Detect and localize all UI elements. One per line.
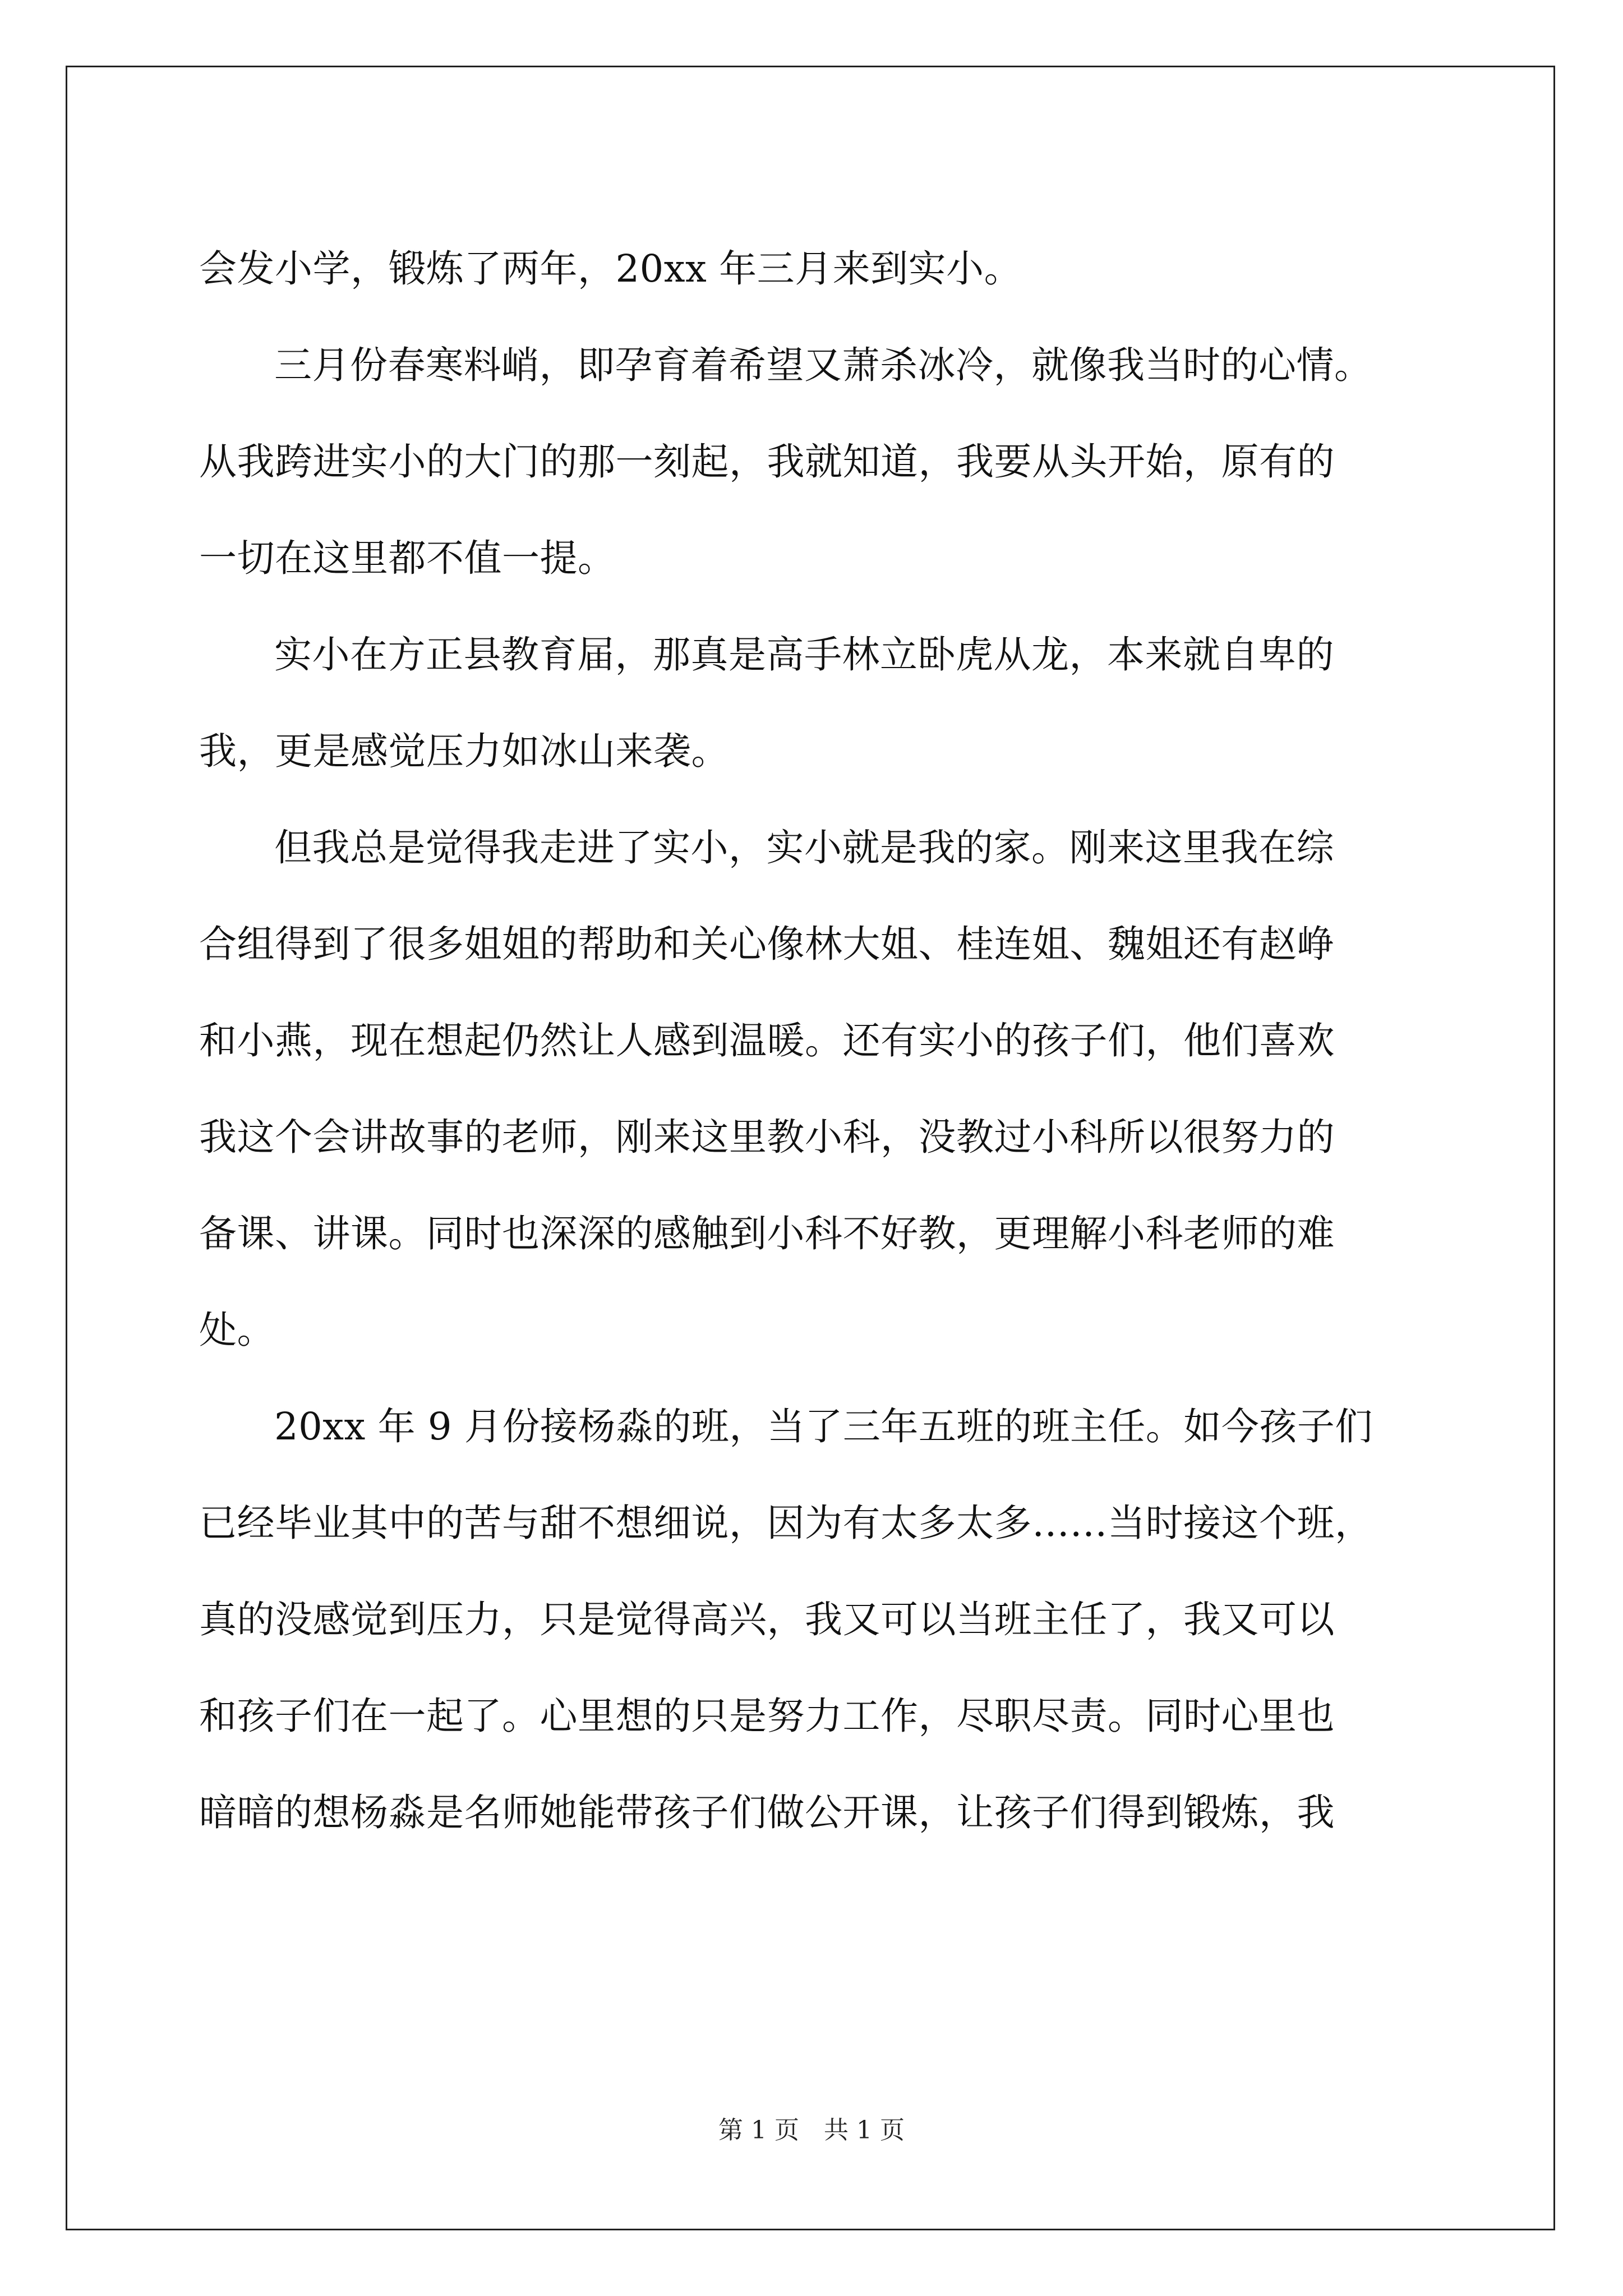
text-line: 和孩子们在一起了。心里想的只是努力工作，尽职尽责。同时心里也 [199, 1694, 1335, 1738]
paragraph-start-line: 但我总是觉得我走进了实小，实小就是我的家。刚来这里我在综 [274, 826, 1334, 869]
paragraph-start-line: 三月份春寒料峭，即孕育着希望又萧杀冰冷，就像我当时的心情。 [274, 343, 1372, 387]
text-line: 从我跨进实小的大门的那一刻起，我就知道，我要从头开始，原有的 [199, 440, 1335, 484]
text-line: 备课、讲课。同时也深深的感触到小科不好教，更理解小科老师的难 [199, 1212, 1335, 1255]
paragraph-start-line: 20xx 年 9 月份接杨淼的班，当了三年五班的班主任。如今孩子们 [274, 1405, 1373, 1448]
text-line: 我，更是感觉压力如冰山来袭。 [199, 729, 729, 773]
paragraph-start-line: 实小在方正县教育届，那真是高手林立卧虎从龙，本来就自卑的 [274, 633, 1334, 677]
text-line: 处。 [199, 1308, 275, 1352]
text-line: 一切在这里都不值一提。 [199, 536, 616, 580]
text-line: 我这个会讲故事的老师，刚来这里教小科，没教过小科所以很努力的 [199, 1115, 1335, 1159]
text-line: 暗暗的想杨淼是名师她能带孩子们做公开课，让孩子们得到锻炼，我 [199, 1791, 1335, 1834]
text-line: 会发小学，锻炼了两年，20xx 年三月来到实小。 [199, 247, 1022, 291]
text-line: 已经毕业其中的苦与甜不想细说，因为有太多太多……当时接这个班， [199, 1501, 1373, 1545]
document-body [199, 220, 1422, 1861]
text-line: 合组得到了很多姐姐的帮助和关心像林大姐、桂连姐、魏姐还有赵峥 [199, 922, 1335, 966]
page-number-footer: 第 1 页 共 1 页 [718, 2116, 905, 2145]
text-line: 真的没感觉到压力，只是觉得高兴，我又可以当班主任了，我又可以 [199, 1598, 1335, 1641]
text-line: 和小燕，现在想起仍然让人感到温暖。还有实小的孩子们，他们喜欢 [199, 1019, 1335, 1062]
